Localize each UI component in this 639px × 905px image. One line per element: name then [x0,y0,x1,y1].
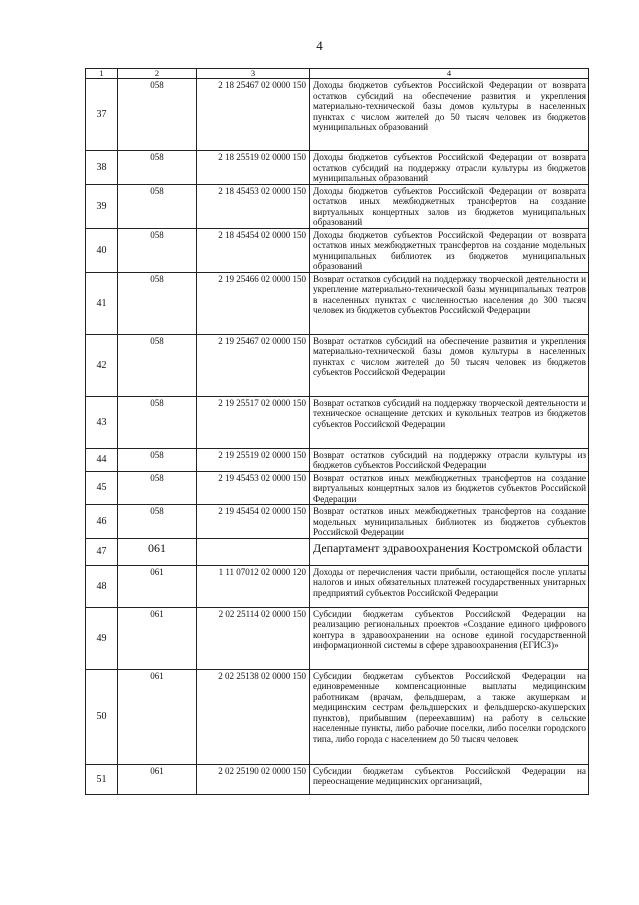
table-row [86,471,589,505]
description: Возврат остатков иных межбюджетных трансфертов на создание виртуальных концертных залов из бюджетов субъектов Российской Федерации [310,471,589,505]
row-number: 45 [86,471,118,505]
admin-code: 058 [118,448,197,471]
budget-code: 2 02 25138 02 0000 150 [197,669,310,764]
row-number: 48 [86,565,118,607]
table-row [86,228,589,272]
admin-code: 058 [118,396,197,448]
description: Доходы бюджетов субъектов Российской Федерации от возврата остатков иных межбюджетных трансфертов на создание виртуальных концертных залов из бюджетов муниципальных образований [310,184,589,228]
admin-code: 061 [118,607,197,669]
row-number: 51 [86,764,118,794]
description: Департамент здравоохранения Костромской области [310,538,589,565]
table-row [86,448,589,471]
budget-code: 1 11 07012 02 0000 120 [197,565,310,607]
budget-code: 2 18 45454 02 0000 150 [197,228,310,272]
description: Возврат остатков субсидий на поддержку отрасли культуры из бюджетов субъектов Российской Федерации [310,448,589,471]
budget-code: 2 19 25519 02 0000 150 [197,448,310,471]
column-header: 2 [118,69,197,79]
budget-code: 2 19 25467 02 0000 150 [197,334,310,396]
table-header-row [86,69,589,79]
table-row [86,538,589,565]
table-row [86,396,589,448]
table-row [86,764,589,794]
budget-code: 2 18 25519 02 0000 150 [197,151,310,185]
budget-code: 2 19 25517 02 0000 150 [197,396,310,448]
admin-code: 058 [118,272,197,334]
row-number: 44 [86,448,118,471]
description: Возврат остатков иных межбюджетных трансфертов на создание модельных муниципальных библиотек из бюджетов субъектов Российской Федерации [310,505,589,539]
column-header: 1 [86,69,118,79]
description: Возврат остатков субсидий на поддержку творческой деятельности и техническое оснащение детских и кукольных театров из бюджетов субъектов Российской Федерации [310,396,589,448]
admin-code: 061 [118,764,197,794]
table-row [86,669,589,764]
table-row [86,607,589,669]
budget-code: 2 19 45453 02 0000 150 [197,471,310,505]
row-number: 49 [86,607,118,669]
table-row [86,334,589,396]
column-header: 3 [197,69,310,79]
table-row [86,184,589,228]
admin-code: 058 [118,228,197,272]
admin-code: 058 [118,334,197,396]
row-number: 50 [86,669,118,764]
description: Доходы бюджетов субъектов Российской Федерации от возврата остатков субсидий на обеспечение развития и укрепления материально-технической базы домов культуры в населенных пунктах с числом жителей до 50 тысяч человек из бюджетов муниципальных образований [310,79,589,151]
admin-code: 058 [118,79,197,151]
admin-code: 058 [118,471,197,505]
admin-code: 058 [118,505,197,539]
row-number: 43 [86,396,118,448]
description: Субсидии бюджетам субъектов Российской Федерации на единовременные компенсационные выплаты медицинским работникам (врачам, фельдшерам, а также акушеркам и медицинским сестрам фельдшерских и фельдшерско-акушерских пунктов), прибывшим (переехавшим) на работу в сельские населенные пункты, либо рабочие поселки, либо поселки городского типа, либо города с населением до 50 тысяч человек [310,669,589,764]
table-row [86,151,589,185]
row-number: 46 [86,505,118,539]
row-number: 47 [86,538,118,565]
row-number: 37 [86,79,118,151]
budget-code: 2 19 25466 02 0000 150 [197,272,310,334]
table-row [86,79,589,151]
description: Возврат остатков субсидий на поддержку творческой деятельности и укрепление материально-технической базы муниципальных театров в населенных пунктах с численностью населения до 300 тысяч человек из бюджетов субъектов Российской Федерации [310,272,589,334]
description: Доходы от перечисления части прибыли, остающейся после уплаты налогов и иных обязательных платежей государственных унитарных предприятий субъектов Российской Федерации [310,565,589,607]
budget-code: 2 02 25114 02 0000 150 [197,607,310,669]
admin-code: 061 [118,565,197,607]
table-row [86,505,589,539]
row-number: 41 [86,272,118,334]
admin-code: 061 [118,669,197,764]
budget-code [197,538,310,565]
admin-code: 061 [118,538,197,565]
description: Возврат остатков субсидий на обеспечение развития и укрепления материально-технической базы домов культуры в населенных пунктах с числом жителей до 50 тысяч человек из бюджетов субъектов Российской Федерации [310,334,589,396]
row-number: 38 [86,151,118,185]
page-number: 4 [316,38,323,53]
description: Субсидии бюджетам субъектов Российской Федерации на переоснащение медицинских организаций, [310,764,589,794]
description: Доходы бюджетов субъектов Российской Федерации от возврата остатков иных межбюджетных трансфертов на создание модельных муниципальных библиотек из бюджетов муниципальных образований [310,228,589,272]
budget-code: 2 18 45453 02 0000 150 [197,184,310,228]
row-number: 40 [86,228,118,272]
row-number: 39 [86,184,118,228]
row-number: 42 [86,334,118,396]
admin-code: 058 [118,184,197,228]
budget-classification-table [85,68,589,795]
budget-code: 2 18 25467 02 0000 150 [197,79,310,151]
budget-code: 2 02 25190 02 0000 150 [197,764,310,794]
column-header: 4 [310,69,589,79]
description: Субсидии бюджетам субъектов Российской Федерации на реализацию региональных проектов «Создание единого цифрового контура в здравоохранении на основе единой государственной информационной системы в сфере здравоохранения (ЕГИСЗ)» [310,607,589,669]
table-row [86,272,589,334]
admin-code: 058 [118,151,197,185]
budget-code: 2 19 45454 02 0000 150 [197,505,310,539]
description: Доходы бюджетов субъектов Российской Федерации от возврата остатков субсидий на поддержку отрасли культуры из бюджетов муниципальных образований [310,151,589,185]
table-body [86,79,589,795]
table-row [86,565,589,607]
